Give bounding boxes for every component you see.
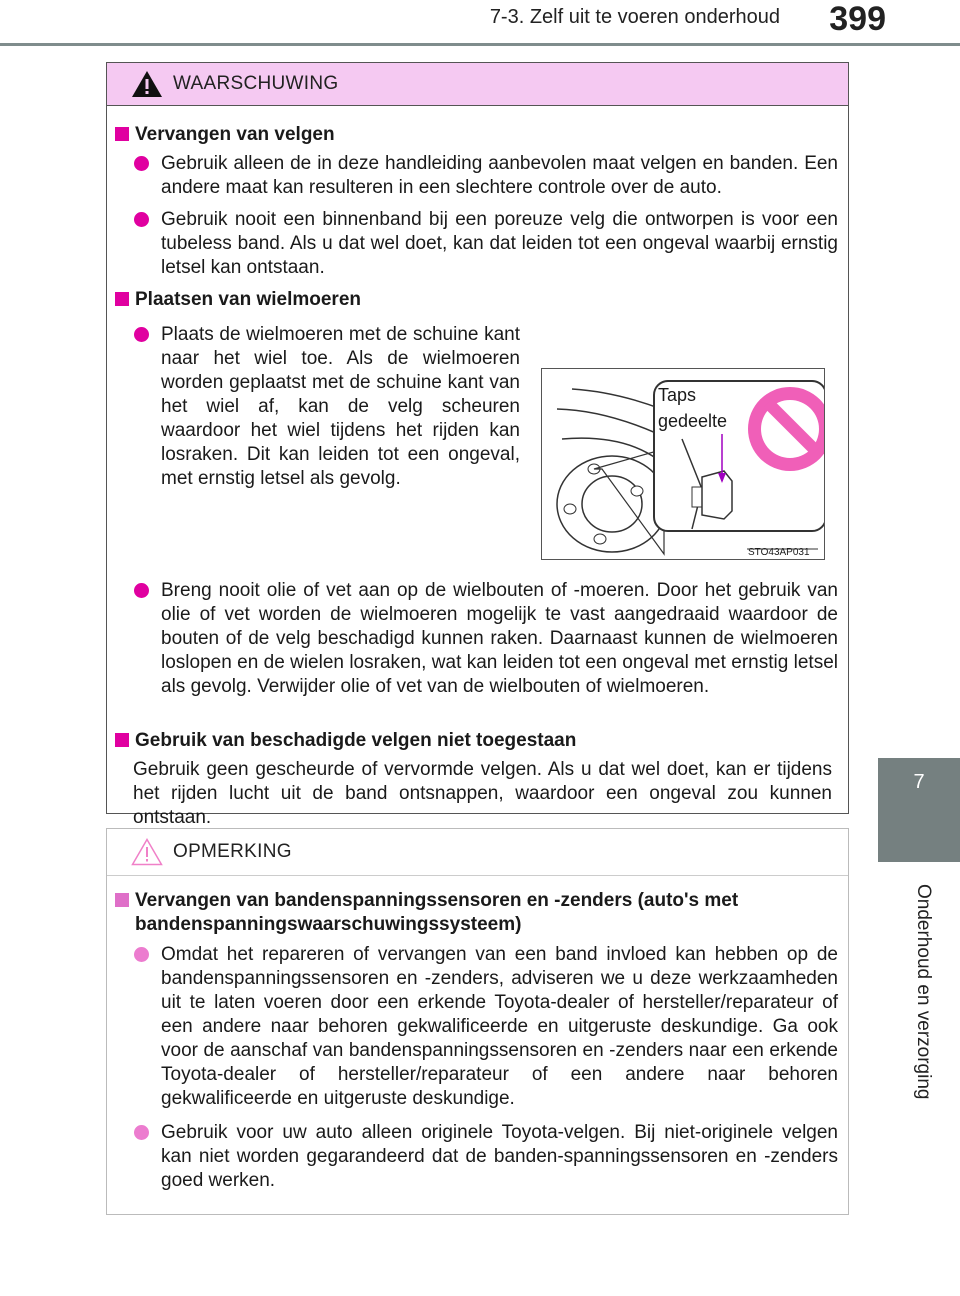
bullet-item: Gebruik alleen de in deze handleiding aanbevolen maat velgen en banden. Een andere maat kan resulteren in een slechtere controle over de auto. xyxy=(137,152,838,200)
bullet-item: Breng nooit olie of vet aan op de wielbouten of -moeren. Door het gebruik van olie of vet worden de wielmoeren mogelijk te vast aangedraaid waardoor de bouten of de velg beschadigd kunnen raken. Daarnaast kunnen de wielmoeren loslopen en de wielen losraken, wat kan leiden tot een ongeval met ernstig letsel als gevolg. Verwijder olie of vet van de wielbouten of wielmoeren. xyxy=(137,579,838,699)
bullet-dot-icon xyxy=(134,947,149,962)
bullet-item: Gebruik nooit een binnenband bij een poreuze velg die ontworpen is voor een tubeless band. Als u dat wel doet, kan dat leiden tot een ongeval waarbij ernstig letsel kan ontstaan. xyxy=(137,208,838,280)
bullet-dot-icon xyxy=(134,1125,149,1140)
warning-body xyxy=(107,105,848,828)
section-heading: Vervangen van bandenspanningssensoren en -zenders (auto's met bandenspanningswaarschuwingssysteem) xyxy=(115,889,836,937)
section-heading: Plaatsen van wielmoeren xyxy=(115,288,836,312)
warning-triangle-icon xyxy=(131,70,163,98)
note-title: OPMERKING xyxy=(173,841,292,862)
chapter-label: Onderhoud en verzorging xyxy=(913,884,934,1100)
figure-code: STO43AP031 xyxy=(748,547,810,558)
note-box xyxy=(106,828,849,1215)
bullet-dot-icon xyxy=(134,583,149,598)
page-number: 399 xyxy=(829,0,886,38)
section-text: Gebruik geen gescheurde of vervormde velgen. Als u dat wel doet, kan er tijdens het rijden lucht uit de band ontsnappen, waardoor een ongeval zou kunnen ontstaan. xyxy=(133,759,832,828)
warning-title: WAARSCHUWING xyxy=(173,73,339,94)
note-header xyxy=(107,829,848,876)
bullet-item: Omdat het repareren of vervangen van een band invloed kan hebben op de bandenspanningssensoren en -zenders, adviseren we u deze werkzaamheden uit te laten voeren door een erkende Toyota-dealer of hersteller/reparateur of een andere naar behoren gekwalificeerde en uitgeruste deskundige. Ga ook voor de aanschaf van bandenspanningssensoren en -zenders naar een erkende Toyota-dealer of hersteller/reparateur of een andere naar behoren gekwalificeerde en uitgeruste deskundige. xyxy=(137,943,838,1111)
chapter-tab xyxy=(878,758,960,1210)
chapter-number: 7 xyxy=(878,758,960,862)
bullet-item: Plaats de wielmoeren met de schuine kant naar het wiel toe. Als de wielmoeren worden geplaatst met de schuine kant van het wiel af, kan de velg scheuren waardoor het wiel tijdens het rijden kan losraken. Dit kan leiden tot een ongeval, met ernstig letsel als gevolg. xyxy=(137,323,520,491)
square-bullet-icon xyxy=(115,127,129,141)
bullet-dot-icon xyxy=(134,156,149,171)
caution-triangle-icon xyxy=(131,838,163,866)
note-body xyxy=(107,875,848,1213)
section-heading: Vervangen van velgen xyxy=(115,123,836,147)
square-bullet-icon xyxy=(115,292,129,306)
square-bullet-icon xyxy=(115,733,129,747)
figure-label: Taps gedeelte xyxy=(658,385,728,431)
warning-header xyxy=(107,63,848,106)
warning-box xyxy=(106,62,849,828)
section-heading: Gebruik van beschadigde velgen niet toegestaan xyxy=(115,729,836,753)
bullet-dot-icon xyxy=(134,212,149,227)
page-header xyxy=(0,0,960,48)
wheel-nut-figure xyxy=(541,368,825,560)
header-rule xyxy=(0,43,960,46)
bullet-item: Gebruik voor uw auto alleen originele Toyota-velgen. Bij niet-originele velgen kan niet worden gegarandeerd dat de banden-spanningssensoren en -zenders goed werken. xyxy=(137,1121,838,1193)
bullet-dot-icon xyxy=(134,327,149,342)
section-title: 7-3. Zelf uit te voeren onderhoud xyxy=(489,6,780,28)
square-bullet-icon xyxy=(115,893,129,907)
